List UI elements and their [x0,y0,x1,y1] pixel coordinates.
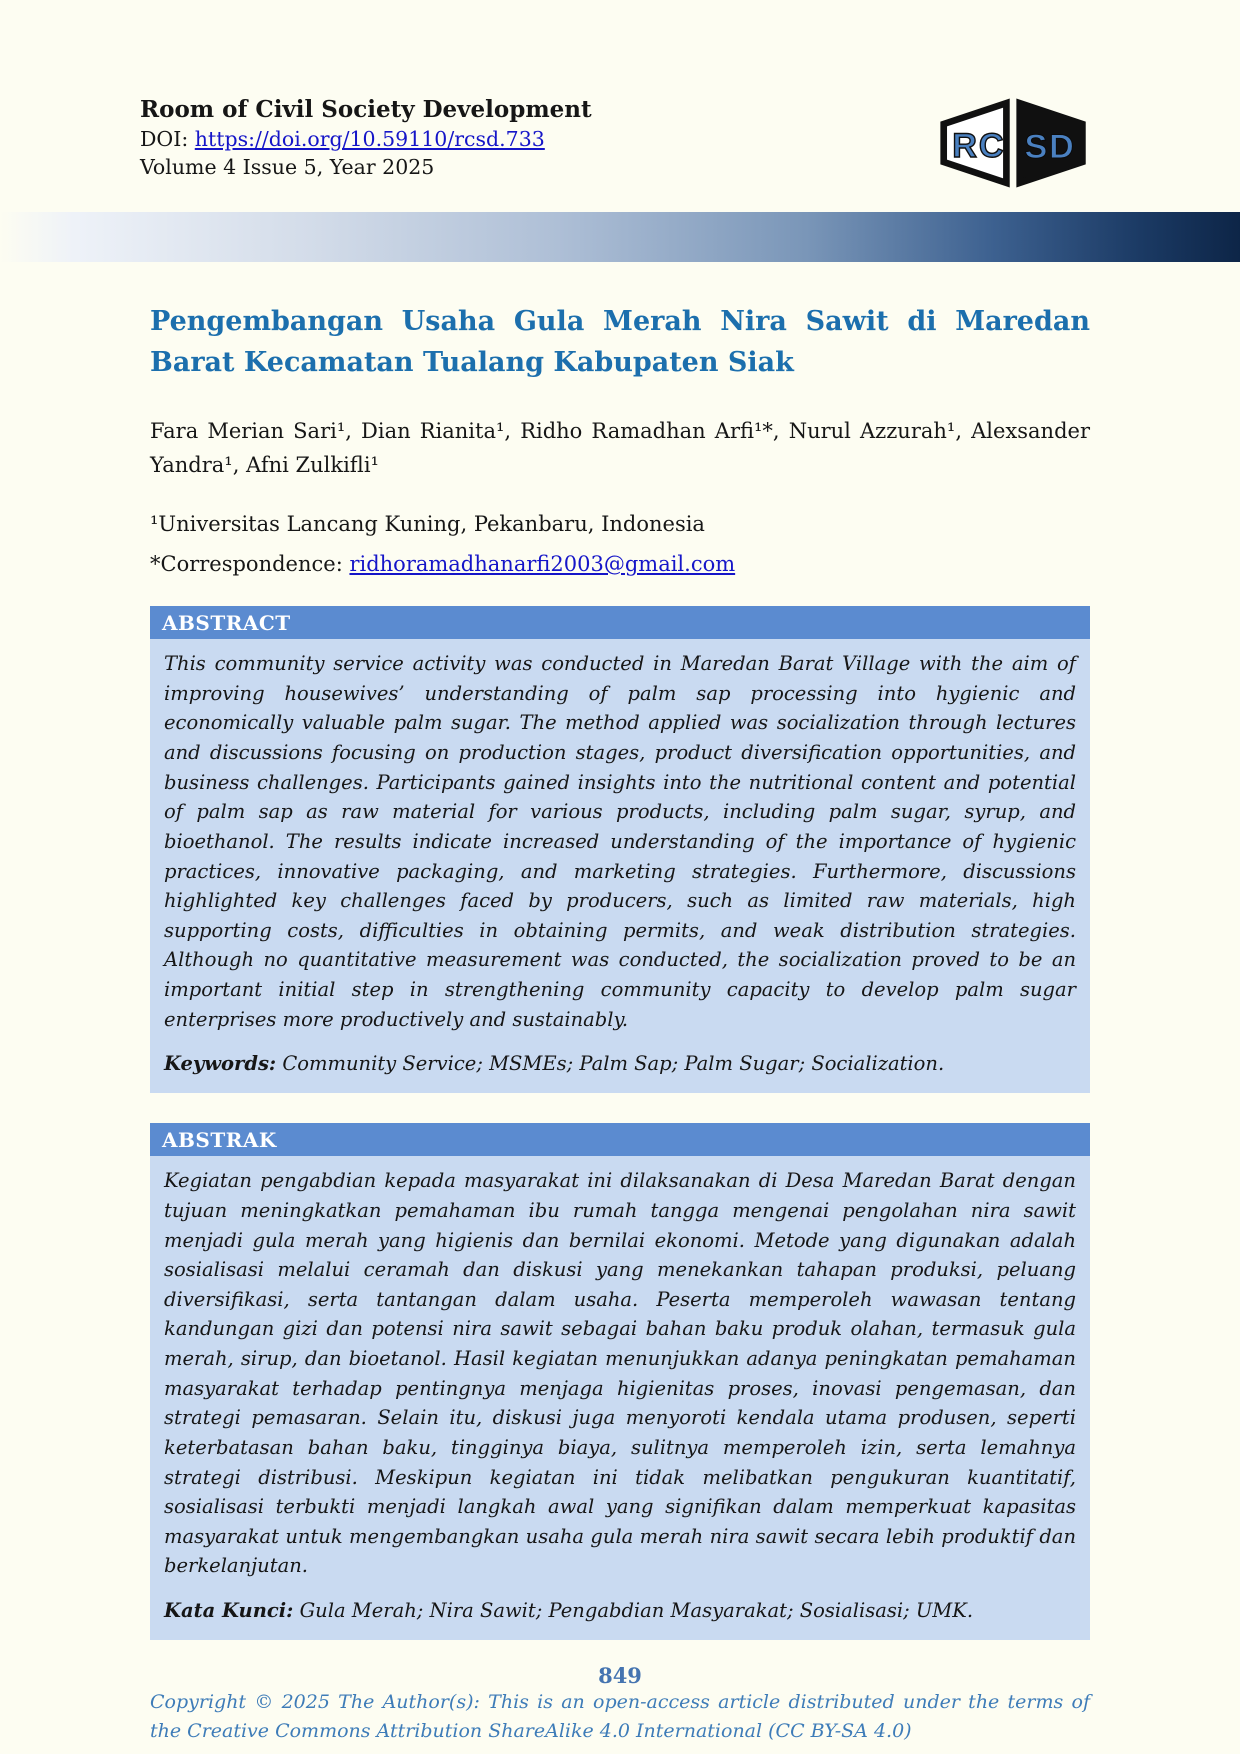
logo-text-sd: SD [1024,128,1076,167]
kata-kunci-value: Gula Merah; Nira Sawit; Pengabdian Masyarakat; Sosialisasi; UMK. [293,1599,974,1623]
author-list: Fara Merian Sari¹, Dian Rianita¹, Ridho Ramadhan Arfi¹*, Nurul Azzurah¹, Alexsander Yandra¹, Afni Zulkifli¹ [150,419,1090,477]
keywords-line [164,1052,1076,1075]
abstract-panel [150,639,1090,1093]
correspondence-email-link[interactable]: ridhoramadhanarfi2003@gmail.com [349,552,736,577]
volume-line: Volume 4 Issue 5, Year 2025 [140,155,435,180]
kata-kunci-line [164,1599,1076,1622]
page-header [0,0,1240,192]
page-footer [0,1663,1240,1688]
copyright-notice: Copyright © 2025 The Author(s): This is an open-access article distributed under the terms of the Creative Commons Attribution ShareAlike 4.0 International (CC BY-SA 4.0) [150,1691,1090,1742]
journal-name: Room of Civil Society Development [140,96,592,123]
logo-text-rc: RC [952,127,1006,166]
correspondence-label: *Correspondence: [150,552,350,577]
article-content [150,302,1090,1745]
journal-logo [938,98,1090,192]
abstract-body: This community service activity was conducted in Maredan Barat Village with the aim of improving housewives’ understanding of palm sap processing into hygienic and economically valuable palm sugar. The method applied was socialization through lectures and discussions focusing on production stages, product diversification opportunities, and business challenges. Participants gained insights into the nutritional content and potential of palm sap as raw material for various products, including palm sugar, syrup, and bioethanol. The results indicate increased understanding of the importance of hygienic practices, innovative packaging, and marketing strategies. Furthermore, discussions highlighted key challenges faced by producers, such as limited raw materials, high supporting costs, difficulties in obtaining permits, and weak distribution strategies. Although no quantitative measurement was conducted, the socialization proved to be an important initial step in strengthening community capacity to develop palm sugar enterprises more productively and sustainably. [164,652,1076,1031]
journal-meta-block [140,96,592,182]
abstrak-panel [150,1156,1090,1640]
article-title: Pengembangan Usaha Gula Merah Nira Sawit di Maredan Barat Kecamatan Tualang Kabupaten Siak [150,306,1090,378]
affiliation-line: ¹Universitas Lancang Kuning, Pekanbaru, Indonesia [150,512,705,537]
page-number: 849 [598,1663,642,1688]
doi-line [140,125,592,154]
abstrak-heading-bar: ABSTRAK [150,1123,1090,1156]
doi-link[interactable]: https://doi.org/10.59110/rcsd.733 [194,126,545,151]
correspondence-line [150,552,1090,576]
abstract-heading-bar: ABSTRACT [150,606,1090,639]
kata-kunci-label: Kata Kunci: [164,1599,294,1623]
rcsd-logo-icon [938,98,1090,188]
keywords-label: Keywords: [164,1052,277,1076]
doi-label: DOI: [140,126,195,151]
header-gradient-banner [0,212,1240,262]
keywords-value: Community Service; MSMEs; Palm Sap; Palm Sugar; Socialization. [276,1052,945,1076]
abstrak-body: Kegiatan pengabdian kepada masyarakat ini dilaksanakan di Desa Maredan Barat dengan tujuan meningkatkan pemahaman ibu rumah tangga mengenai pengolahan nira sawit menjadi gula merah yang higienis dan bernilai ekonomi. Metode yang digunakan adalah sosialisasi melalui ceramah dan diskusi yang menekankan tahapan produksi, peluang diversifikasi, serta tantangan dalam usaha. Peserta memperoleh wawasan tentang kandungan gizi dan potensi nira sawit sebagai bahan baku produk olahan, termasuk gula merah, sirup, dan bioetanol. Hasil kegiatan menunjukkan adanya peningkatan pemahaman masyarakat terhadap pentingnya menjaga higienitas proses, inovasi pengemasan, dan strategi pemasaran. Selain itu, diskusi juga menyoroti kendala utama produsen, seperti keterbatasan bahan baku, tingginya biaya, sulitnya memperoleh izin, serta lemahnya strategi distribusi. Meskipun kegiatan ini tidak melibatkan pengukuran kuantitatif, sosialisasi terbukti menjadi langkah awal yang signifikan dalam memperkuat kapasitas masyarakat untuk mengembangkan usaha gula merah nira sawit secara lebih produktif dan berkelanjutan. [164,1169,1076,1578]
